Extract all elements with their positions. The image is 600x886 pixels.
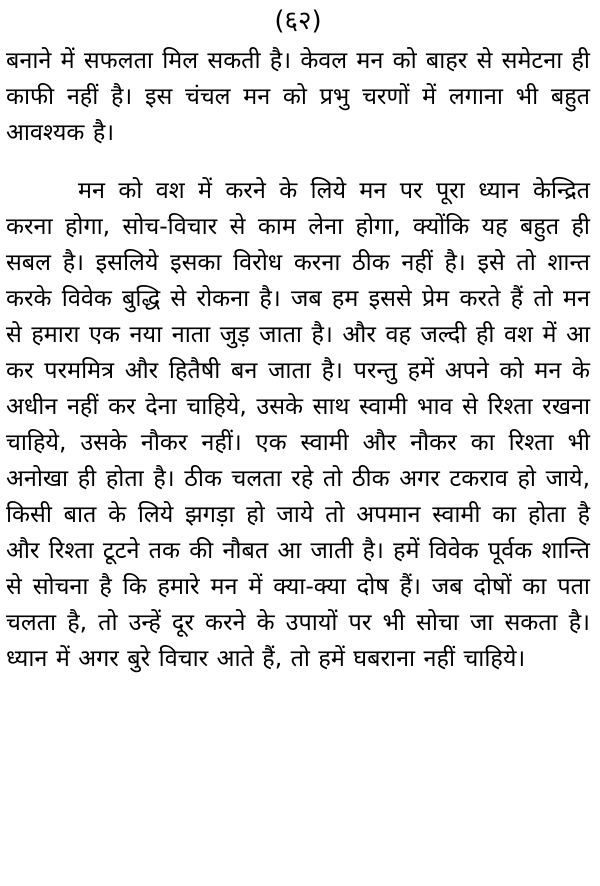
paragraph-1: बनाने में सफलता मिल सकती है। केवल मन को बाहर से समेटना ही काफी नहीं है। इस चंचल मन को प्रभु चरणों में लगाना भी बहुत आवश्यक है।	[6, 46, 590, 146]
page-number: (६२)	[274, 6, 322, 36]
paragraph-2: मन को वश में करने के लिये मन पर पूरा ध्यान केन्द्रित करना होगा, सोच-विचार से काम लेना होगा, क्योंकि यह बहुत ही सबल है। इसलिये इसका विरोध करना ठीक नहीं है। इसे तो शान्त करके विवेक बुद्धि से रोकना है। जब हम इससे प्रेम करते हैं तो मन से हमारा एक नया नाता जुड़ जाता है। और वह जल्दी ही वश में आ कर परममित्र और हितैषी बन जाता है। परन्तु हमें अपने को मन के अधीन नहीं कर देना चाहिये, उसके साथ स्वामी भाव से रिश्ता रखना चाहिये, उसके नौकर नहीं। एक स्वामी और नौकर का रिश्ता भी अनोखा ही होता है। ठीक चलता रहे तो ठीक अगर टकराव हो जाये, किसी बात के लिये झगड़ा हो जाये तो अपमान स्वामी का होता है और रिश्ता टूटने तक की नौबत आ जाती है। हमें विवेक पूर्वक शान्ति से सोचना है कि हमारे मन में क्या-क्या दोष हैं। जब दोषों का पता चलता है, तो उन्हें दूर करने के उपायों पर भी सोचा जा सकता है। ध्यान में अगर बुरे विचार आते हैं, तो हमें घबराना नहीं चाहिये।	[6, 176, 590, 672]
